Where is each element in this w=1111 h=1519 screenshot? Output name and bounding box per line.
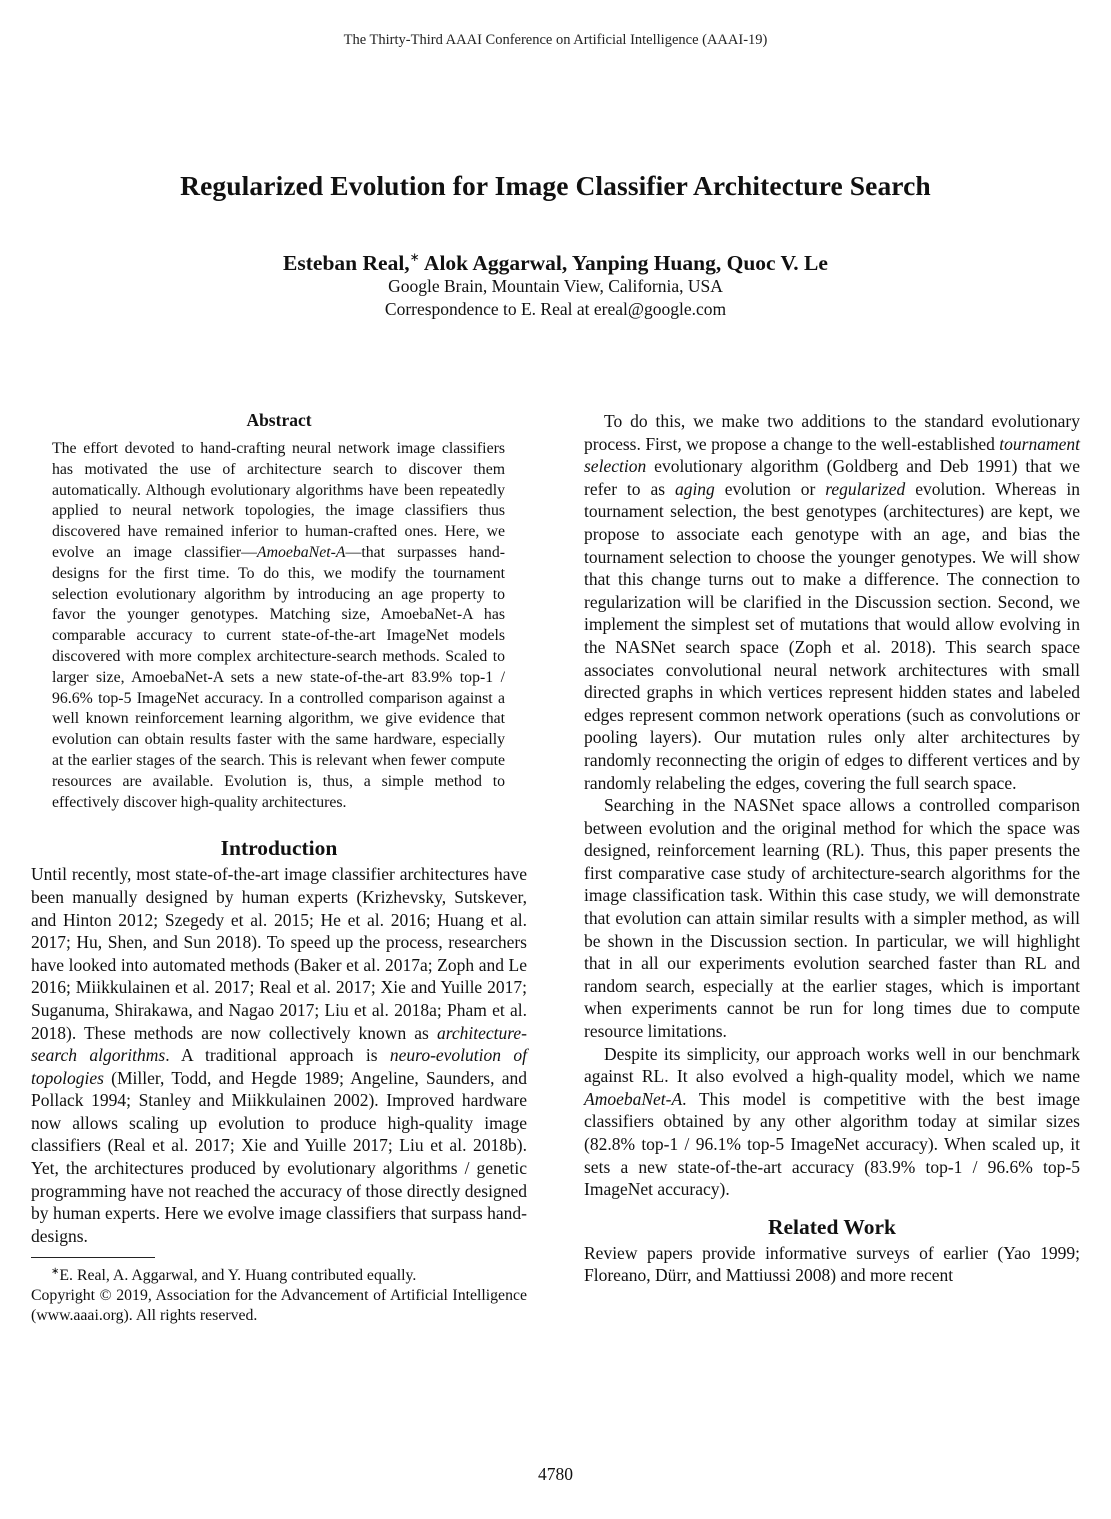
paper-title: Regularized Evolution for Image Classifier Architecture Search	[180, 170, 931, 201]
related-work-paragraph: Review papers provide informative surveys of earlier (Yao 1999; Floreano, Dürr, and Mattiussi 2008) and more recent	[584, 1242, 1080, 1286]
introduction-heading: Introduction	[220, 836, 338, 861]
footnote-copyright: Copyright © 2019, Association for the Advancement of Artificial Intelligence (www.aaai.org). All rights reserved.	[31, 1287, 527, 1325]
introduction-paragraph: Until recently, most state-of-the-art image classifier architectures have been manually designed by human experts (Krizhevsky, Sutskever, and Hinton 2012; Szegedy et al. 2015; He et al. 2016; Huang et al. 2017; Hu, Shen, and Sun 2018). To speed up the process, researchers have looked into automated methods (Baker et al. 2017a; Zoph and Le 2016; Miikkulainen et al. 2017; Real et al. 2017; Xie and Yuille 2017; Suganuma, Shirakawa, and Nagao 2017; Liu et al. 2018a; Pham et al. 2018). These methods are now collectively known as architecture-search algorithms. A traditional approach is neuro-evolution of topologies (Miller, Todd, and Hegde 1989; Angeline, Saunders, and Pollack 1994; Stanley and Miikkulainen 2002). Improved hardware now allows scaling up evolution to produce high-quality image classifiers (Real et al. 2017; Xie and Yuille 2017; Liu et al. 2018b). Yet, the architectures produced by evolutionary algorithms / genetic programming have not reached the accuracy of those directly designed by human experts. Here we evolve image classifiers that surpass hand-designs.	[31, 864, 527, 1246]
running-head: The Thirty-Third AAAI Conference on Artificial Intelligence (AAAI-19)	[343, 32, 768, 48]
author-list	[0, 250, 1111, 276]
correspondence: Correspondence to E. Real at ereal@google.com	[384, 299, 727, 319]
author-rest: Alok Aggarwal, Yanping Huang, Quoc V. Le	[419, 251, 828, 275]
affiliation: Google Brain, Mountain View, California, USA	[388, 276, 723, 296]
right-paragraph-3: Despite its simplicity, our approach works well in our benchmark against RL. It also evolved a high-quality model, which we name AmoebaNet-A. This model is competitive with the best image classifiers obtained by any other algorithm today at similar sizes (82.8% top-1 / 96.1% top-5 ImageNet accuracy). When scaled up, it sets a new state-of-the-art accuracy (83.9% top-1 / 96.6% top-5 ImageNet accuracy).	[584, 1043, 1080, 1200]
related-work-heading: Related Work	[767, 1214, 896, 1239]
abstract-text: The effort devoted to hand-crafting neural network image classifiers has motivated the use of architecture search to discover them automatically. Although evolutionary algorithms have been repeatedly applied to neural network topologies, the image classifiers thus discovered have remained inferior to human-crafted ones. Here, we evolve an image classifier—AmoebaNet-A—that surpasses hand-designs for the first time. To do this, we modify the tournament selection evolutionary algorithm by introducing an age property to favor the younger genotypes. Matching size, AmoebaNet-A has comparable accuracy to current state-of-the-art ImageNet models discovered with more complex architecture-search methods. Scaled to larger size, AmoebaNet-A sets a new state-of-the-art 83.9% top-1 / 96.6% top-5 ImageNet accuracy. In a controlled comparison against a well known reinforcement learning algorithm, we give evidence that evolution can obtain results faster with the same hardware, especially at the earlier stages of the search. This is relevant when fewer compute resources are available. Evolution is, thus, a simple method to effectively discover high-quality architectures.	[52, 440, 505, 811]
left-column	[31, 410, 527, 1326]
right-column	[584, 410, 1080, 1287]
page-number: 4780	[538, 1464, 573, 1484]
footnote-contrib: ∗E. Real, A. Aggarwal, and Y. Huang contributed equally.	[51, 1266, 417, 1285]
footnote-rule	[31, 1257, 155, 1258]
right-paragraph-2: Searching in the NASNet space allows a controlled comparison between evolution and the original method for which the space was designed, reinforcement learning (RL). Thus, this paper presents the first comparative case study of architecture-search algorithms for the image classification task. Within this case study, we will demonstrate that evolution can attain similar results with a simpler method, as will be shown in the Discussion section. In particular, we will highlight that in all our experiments evolution searched faster than RL and random search, especially at the earlier stages, which is important when experiments cannot be run for long times due to compute resource limitations.	[584, 795, 1080, 1042]
author-first: Esteban Real,	[283, 251, 410, 275]
author-footnote-mark: ∗	[409, 250, 420, 264]
right-paragraph-1: To do this, we make two additions to the standard evolutionary process. First, we propose a change to the well-established tournament selection evolutionary algorithm (Goldberg and Deb 1991) that we refer to as aging evolution or regularized evolution. Whereas in tournament selection, the best genotypes (architectures) are kept, we propose to associate each genotype with an age, and bias the tournament selection to choose the younger genotypes. We will show that this change turns out to make a difference. The connection to regularization will be clarified in the Discussion section. Second, we implement the simplest set of mutations that would allow evolving in the NASNet search space (Zoph et al. 2018). This search space associates convolutional neural network architectures with small directed graphs in which vertices represent hidden states and labeled edges represent common network operations (such as convolutions or pooling layers). Our mutation rules only alter architectures by randomly reconnecting the origin of edges to different vertices and by randomly relabeling the edges, covering the full search space.	[584, 411, 1080, 793]
abstract-heading: Abstract	[246, 410, 312, 430]
